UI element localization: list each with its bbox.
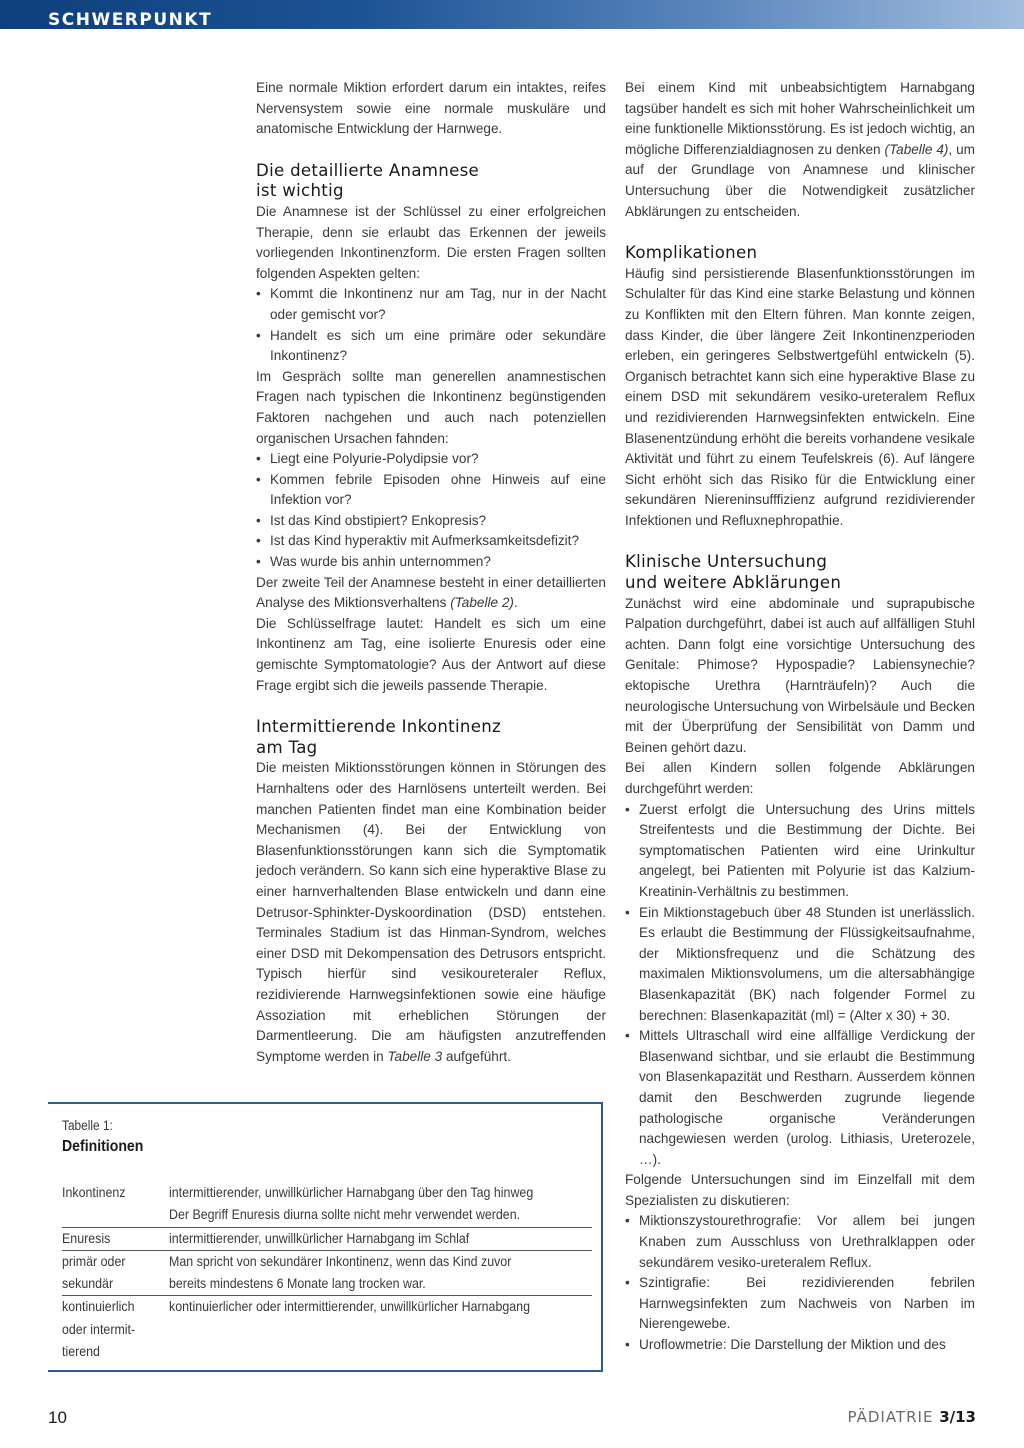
table-title: Definitionen	[62, 1138, 144, 1155]
list-item: • Miktionszystourethrografie: Vor allem bei jungen Knaben zum Ausschluss von Urethralklappen oder sekundärem vesiko-ureteralem Reflux.	[625, 1211, 975, 1273]
paragraph: Zunächst wird eine abdominale und suprapubische Palpation durchgeführt, dabei ist auch auf allfälligen Stuhl achten. Dann folgt eine vorsichtige Untersuchung des Genitale: Phimose? Hypospadie? Labiensynechie? ektopische Urethra (Harnträufeln)? Auch die neurologische Untersuchung von Wirbelsäule und Becken mit der Überprüfung der Sensibilität von Damm und Beinen gehört dazu.	[625, 595, 975, 755]
definition-line: Der Begriff Enuresis diurna sollte nicht mehr verwendet werden.	[169, 1207, 521, 1223]
list-item: • Was wurde bis anhin unternommen?	[256, 552, 606, 573]
section-header-bar	[0, 0, 1024, 29]
table-term	[62, 1251, 158, 1296]
bullet-list	[625, 800, 975, 1171]
definitions-table	[62, 1182, 592, 1363]
heading-line: am Tag	[256, 737, 318, 757]
table-term	[62, 1182, 158, 1227]
list-item: • Szintigrafie: Bei rezidivierenden febrilen Harnwegsinfekten zum Nachweis von Narben im Nierengewebe.	[625, 1273, 975, 1335]
table-caption: Tabelle 1:	[62, 1118, 113, 1133]
list-item: • Kommt die Inkontinenz nur am Tag, nur in der Nacht oder gemischt vor?	[256, 284, 606, 325]
table-row	[62, 1251, 592, 1297]
list-item: • Zuerst erfolgt die Untersuchung des Urins mittels Streifentests und die Bestimmung der Dichte. Bei symptomatischen Patienten wird eine Urinkultur angelegt, bei Patienten mit Polyurie ist das Kalzium-Kreatinin-Verhältnis zu bestimmen.	[625, 800, 975, 903]
paragraph	[625, 78, 975, 222]
paragraph	[256, 758, 606, 1067]
table-definition	[169, 1182, 550, 1227]
paragraph: Häufig sind persistierende Blasenfunktionsstörungen im Schulalter für das Kind eine starke Belastung und können zu Konflikten mit den Eltern führen. Man konnte zeigen, dass Kinder, die über längere Zeit Inkontinenzperioden erleben, ein geringeres Selbstwertgefühl entwickeln (5). Organisch betrachtet kann sich eine hyperaktive Blase zu einem DSD mit sekundärem vesiko-ureteralem Reflux und rezidivierenden Harnwegsinfekten entwickeln. Eine Blasenentzündung erhöht die bereits vorhandene vesikale Aktivität und führt zu einem Teufelskreis (6). Auf längere Sicht erhöht sich das Risiko für die Entwicklung einer sekundären Niereninsufffizienz aufgrund rezidivierender Infektionen und Refluxnephropathie.	[625, 265, 975, 528]
section-intermittierende-inkontinenz	[256, 717, 606, 1067]
term-line: Inkontinenz	[62, 1185, 126, 1200]
section-komplikationen	[625, 243, 975, 531]
definition-line: intermittierender, unwillkürlicher Harnabgang im Schlaf	[169, 1230, 470, 1246]
heading-line: und weitere Abklärungen	[625, 573, 842, 593]
text-run: Die meisten Miktionsstörungen können in Störungen des Harnhaltens oder des Harnlösens unterteilt werden. Bei manchen Patienten findet man eine Kombination beider Mechanismen (4). Bei der Entwicklung von Blasenfunktionsstörungen kann sich die Symptomatik jedoch verändern. So kann sich eine hyperaktive Blase zu einer harnverhaltenden Blase entwickeln und dann eine Detrusor-Sphinkter-Dyskoordination (DSD) entstehen. Terminales Stadium ist das Hinman-Syndrom, welches einer DSD mit Dekompensation des Detrusors entspricht. Typisch hierfür sind vesikoureteraler Reflux, rezidivierende Harnwegsinfektionen sowie eine häufige Assoziation mit erheblichen Störungen der Darmentleerung. Die am häufigsten anzutreffenden Symptome werden in	[256, 760, 606, 1064]
list-item: • Ist das Kind hyperaktiv mit Aufmerksamkeitsdefizit?	[256, 531, 606, 552]
term-line: primär oder	[62, 1253, 126, 1269]
table-row	[62, 1296, 592, 1363]
term-line: kontinuierlich	[62, 1299, 135, 1315]
paragraph: Bei allen Kindern sollen folgende Abklärungen durchgeführt werden:	[625, 760, 975, 796]
table-definition	[169, 1296, 550, 1363]
table-term	[62, 1296, 158, 1363]
definitions-table-box	[48, 1102, 603, 1372]
bullet-list	[625, 1211, 975, 1355]
page-number: 10	[48, 1408, 67, 1427]
section-label: SCHWERPUNKT	[48, 10, 213, 30]
bullet-list	[256, 449, 606, 573]
table-row	[62, 1228, 592, 1251]
paragraph: Die Anamnese ist der Schlüssel zu einer erfolgreichen Therapie, denn sie erlaubt das Erkennen der jeweils vorliegenden Inkontinenzform. Die ersten Fragen sollten folgenden Aspekten gelten:	[256, 203, 606, 281]
section-klinische-untersuchung	[625, 552, 975, 1355]
paragraph	[256, 573, 606, 614]
text-run: Der zweite Teil der Anamnese besteht in einer detaillierten Analyse des Miktionsverhaltens	[256, 574, 606, 611]
heading-line: Intermittierende Inkontinenz	[256, 717, 502, 737]
list-item: • Kommen febrile Episoden ohne Hinweis auf eine Infektion vor?	[256, 470, 606, 511]
definition-line: Man spricht von sekundärer Inkontinenz, wenn das Kind zuvor	[169, 1253, 512, 1269]
paragraph: Im Gespräch sollte man generellen anamnestischen Fragen nach typischen die Inkontinenz begünstigenden Faktoren nachgehen und auch nach potenziellen organischen Ursachen fahnden:	[256, 368, 606, 446]
journal-name: PÄDIATRIE	[847, 1408, 934, 1426]
heading-line: ist wichtig	[256, 181, 344, 201]
term-line: tierend	[62, 1344, 100, 1360]
list-item: • Ist das Kind obstipiert? Enkopresis?	[256, 511, 606, 532]
bullet-list	[256, 284, 606, 366]
section-anamnese	[256, 161, 606, 696]
article-column-middle	[256, 78, 606, 1067]
heading-line: Die detaillierte Anamnese	[256, 160, 480, 180]
intro-paragraph: Eine normale Miktion erfordert darum ein intaktes, reifes Nervensystem sowie eine normale muskuläre und anatomische Entwicklung der Harnwege.	[256, 80, 606, 137]
list-item: • Uroflowmetrie: Die Darstellung der Miktion und des	[625, 1335, 975, 1356]
definition-line: kontinuierlicher oder intermittierender, unwillkürlicher Harnabgang	[169, 1299, 530, 1315]
list-item: • Handelt es sich um eine primäre oder sekundäre Inkontinenz?	[256, 326, 606, 367]
section-heading-inkontinenz	[256, 717, 606, 758]
table-definition	[169, 1251, 550, 1296]
list-item: • Ein Miktionstagebuch über 48 Stunden ist unerlässlich. Es erlaubt die Bestimmung der Flüssigkeitsaufnahme, der Miktionsfrequenz und die Schätzung des maximalen Miktionsvolumens, um die altersabhängige Blasenkapazität (BK) nach folgender Formel zu berechnen: Blasenkapazität (ml) = (Alter x 30) + 30.	[625, 903, 975, 1027]
text-run: .	[513, 595, 518, 611]
table-definition	[169, 1228, 550, 1250]
heading-line: Klinische Untersuchung	[625, 552, 828, 572]
table-reference: (Tabelle 2)	[450, 595, 514, 611]
term-line: Enuresis	[62, 1230, 111, 1246]
text-run: , um auf der Grundlage von Anamnese und klinischer Untersuchung über die Notwendigkeit zusätzlicher Abklärungen zu entscheiden.	[625, 141, 976, 219]
paragraph: Folgende Untersuchungen sind im Einzelfall mit dem Spezialisten zu diskutieren:	[625, 1172, 975, 1208]
section-heading-anamnese	[256, 161, 606, 202]
definition-line: bereits mindestens 6 Monate lang trocken war.	[169, 1276, 426, 1292]
table-reference: (Tabelle 4)	[884, 141, 949, 157]
term-line	[62, 1204, 158, 1226]
article-column-right	[625, 78, 975, 1356]
table-reference: Tabelle 3	[387, 1048, 443, 1064]
term-line: oder intermit-	[62, 1321, 136, 1337]
journal-issue: 3/13	[939, 1408, 976, 1426]
text-run: aufgeführt.	[442, 1048, 511, 1064]
list-item: • Mittels Ultraschall wird eine allfällige Verdickung der Blasenwand sichtbar, und sie erlaubt die Bestimmung von Blasenkapazität und Restharn. Ausserdem können damit den Beschwerden zugrunde liegende pathologische organische Veränderungen nachgewiesen werden (urolog. Lithiasis, Ureterozele, …).	[625, 1026, 975, 1170]
list-item: • Liegt eine Polyurie-Polydipsie vor?	[256, 449, 606, 470]
journal-footer	[848, 1408, 976, 1426]
table-term	[62, 1228, 158, 1250]
paragraph: Die Schlüsselfrage lautet: Handelt es sich um eine Inkontinenz am Tag, eine isolierte Enuresis oder eine gemischte Symptomatologie? Aus der Antwort auf diese Frage ergibt sich die jeweils passende Therapie.	[256, 615, 606, 693]
text-run: Bei einem Kind mit unbeabsichtigtem Harnabgang tagsüber handelt es sich mit hoher Wahrscheinlichkeit um eine funktionelle Miktionsstörung. Es ist jedoch wichtig, an mögliche Differenzialdiagnosen zu denken	[625, 80, 975, 157]
definition-line: intermittierender, unwillkürlicher Harnabgang über den Tag hinweg	[169, 1185, 534, 1200]
section-heading-komplikationen: Komplikationen	[625, 243, 758, 263]
term-line: sekundär	[62, 1276, 114, 1292]
section-heading-untersuchung	[625, 552, 975, 593]
table-row	[62, 1182, 592, 1228]
